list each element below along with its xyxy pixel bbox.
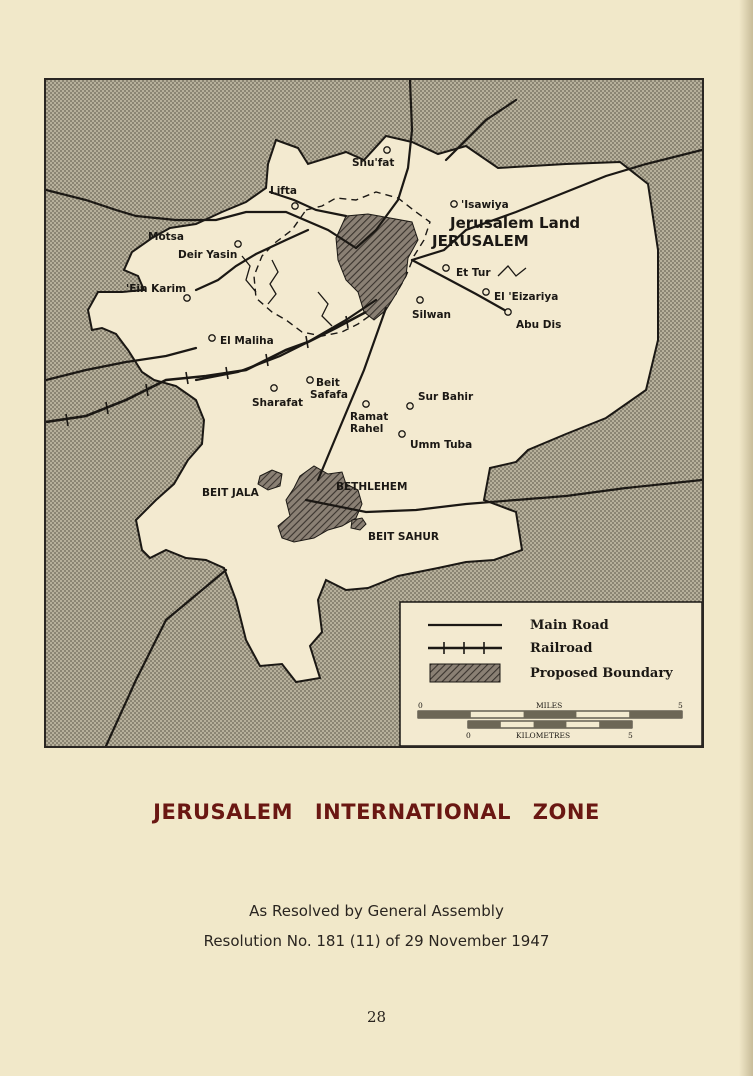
- label-ramat: Ramat: [350, 411, 389, 423]
- page-number: 28: [366, 1008, 387, 1026]
- legend-main-road-label: Main Road: [530, 618, 609, 633]
- label-et-tur: Et Tur: [456, 267, 491, 279]
- scale-km-end: 5: [628, 731, 633, 740]
- label-ein-karim: 'Ein Karim: [126, 283, 187, 295]
- jerusalem-zone-map: [44, 78, 704, 748]
- subtitle-line-1: As Resolved by General Assembly: [249, 902, 504, 920]
- label-safafa: Safafa: [310, 389, 348, 401]
- label-el-maliha: El Maliha: [220, 335, 274, 347]
- scale-miles-start: 0: [418, 701, 423, 710]
- scale-miles-label: MILES: [536, 701, 563, 710]
- label-umm-tuba: Umm Tuba: [410, 439, 473, 451]
- label-beit-jala: BEIT JALA: [202, 487, 259, 499]
- scale-miles-bar: [418, 711, 682, 718]
- label-shufat: Shu'fat: [352, 157, 395, 169]
- label-beit: Beit: [316, 377, 340, 389]
- label-el-eizariya: El 'Eizariya: [494, 291, 559, 303]
- subtitle-line-2: Resolution No. 181 (11) of 29 November 1947: [203, 932, 550, 950]
- label-beit-sahur: BEIT SAHUR: [368, 531, 439, 543]
- scale-km-label: KILOMETRES: [516, 731, 571, 740]
- label-sharafat: Sharafat: [252, 397, 304, 409]
- label-silwan: Silwan: [412, 309, 452, 321]
- label-motsa: Motsa: [148, 231, 185, 243]
- label-sur-bahir: Sur Bahir: [418, 391, 474, 403]
- label-abu-dis: Abu Dis: [516, 319, 562, 331]
- scale-km-bar: [468, 721, 632, 728]
- label-isawiya: 'Isawiya: [461, 199, 509, 211]
- legend-railroad-label: Railroad: [530, 641, 593, 656]
- map-legend: [400, 602, 702, 746]
- label-jerusalem-land: Jerusalem Land: [450, 214, 581, 232]
- label-deir-yasin: Deir Yasin: [178, 249, 238, 261]
- legend-boundary-symbol: [430, 664, 500, 682]
- label-lifta: Lifta: [270, 185, 297, 197]
- map-svg: [46, 80, 702, 746]
- scale-miles-end: 5: [678, 701, 683, 710]
- label-bethlehem: BETHLEHEM: [336, 481, 408, 493]
- map-title: JERUSALEM INTERNATIONAL ZONE: [153, 800, 600, 824]
- label-rahel: Rahel: [350, 423, 384, 435]
- label-jerusalem: JERUSALEM: [432, 232, 529, 250]
- scale-km-start: 0: [466, 731, 471, 740]
- legend-boundary-label: Proposed Boundary: [530, 666, 673, 681]
